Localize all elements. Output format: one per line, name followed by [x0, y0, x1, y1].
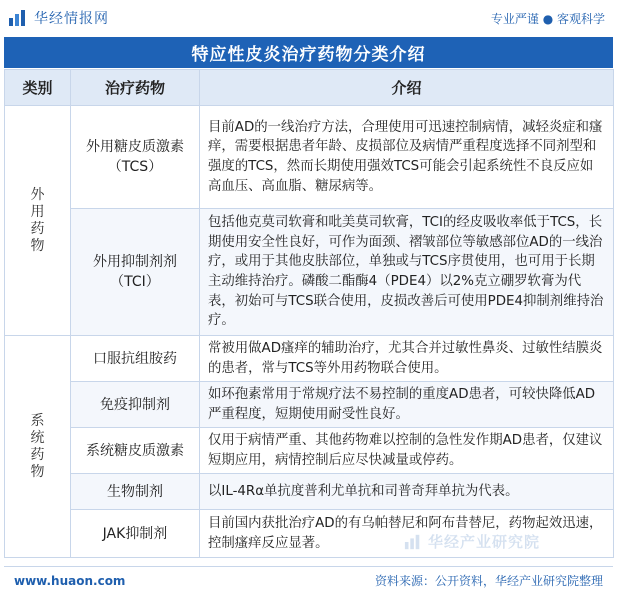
category-cell-topical: [5, 106, 71, 336]
brand-name: 华经情报网: [34, 11, 109, 27]
column-header-intro: 介绍: [200, 70, 614, 106]
drug-name: 系统糖皮质激素: [71, 428, 200, 474]
drug-intro: 常被用做AD瘙痒的辅助治疗，尤其合并过敏性鼻炎、过敏性结膜炎的患者，常与TCS等外用药物联合使用。: [200, 336, 614, 382]
table-header-row: [5, 70, 614, 106]
drug-name: JAK抑制剂: [71, 510, 200, 558]
logo-icon: [8, 8, 28, 28]
table-row: [5, 474, 614, 510]
table-row: [5, 336, 614, 382]
page-title: 特应性皮炎治疗药物分类介绍: [4, 37, 613, 68]
category-label: 外用药物: [30, 186, 45, 254]
drug-name: 外用糖皮质激素（TCS）: [71, 106, 200, 209]
watermark-text: 华经产业研究院: [428, 533, 541, 551]
drug-intro: 以IL-4Rα单抗度普利尤单抗和司普奇拜单抗为代表。: [200, 474, 614, 510]
drug-classification-table: [4, 69, 614, 558]
watermark: [404, 531, 540, 552]
watermark-logo-icon: [404, 533, 422, 551]
drug-intro: 仅用于病情严重、其他药物难以控制的急性发作期AD患者，仅建议短期应用，病情控制后应尽快减量或停药。: [200, 428, 614, 474]
column-header-drug: 治疗药物: [71, 70, 200, 106]
drug-intro: 如环孢素常用于常规疗法不易控制的重度AD患者，可较快降低AD严重程度，短期使用耐受性良好。: [200, 382, 614, 428]
category-cell-systemic: [5, 336, 71, 558]
table-row: [5, 106, 614, 209]
drug-name: 免疫抑制剂: [71, 382, 200, 428]
table-row: [5, 428, 614, 474]
drug-name: 口服抗组胺药: [71, 336, 200, 382]
drug-intro: 目前国内获批治疗AD的有乌帕替尼和阿布昔替尼，药物起效迅速，控制瘙痒反应显著。: [200, 510, 614, 558]
table-row: [5, 209, 614, 336]
footer-url[interactable]: www.huaon.com: [14, 573, 126, 588]
footer-source: 资料来源：公开资料，华经产业研究院整理: [374, 574, 603, 588]
table-row: [5, 382, 614, 428]
brand: [8, 8, 109, 28]
footer: [4, 566, 613, 594]
drug-name: 外用抑制剂剂（TCI）: [71, 209, 200, 336]
top-bar: [0, 0, 617, 36]
drug-intro: 包括他克莫司软膏和吡美莫司软膏，TCI的经皮吸收率低于TCS，长期使用安全性良好，可作为面颈、褶皱部位等敏感部位AD的一线治疗，或用于其他皮肤部位，单独或与TCS序贯使用，也可用于长期主动维持治疗。磷酸二酯酶4（PDE4）以2%克立硼罗软膏为代表，初始可与TCS联合使用，皮损改善后可使用PDE4抑制剂维持治疗。: [200, 209, 614, 336]
column-header-category: 类别: [5, 70, 71, 106]
drug-name: 生物制剂: [71, 474, 200, 510]
drug-intro: 目前AD的一线治疗方法，合理使用可迅速控制病情，减轻炎症和瘙痒，需要根据患者年龄、皮损部位及病情严重程度选择不同剂型和强度的TCS，然而长期使用强效TCS可能会引起系统性不良反应如高血压、高血脂、糖尿病等。: [200, 106, 614, 209]
tagline: 专业严谨 ● 客观科学: [490, 11, 605, 26]
category-label: 系统药物: [30, 412, 45, 480]
